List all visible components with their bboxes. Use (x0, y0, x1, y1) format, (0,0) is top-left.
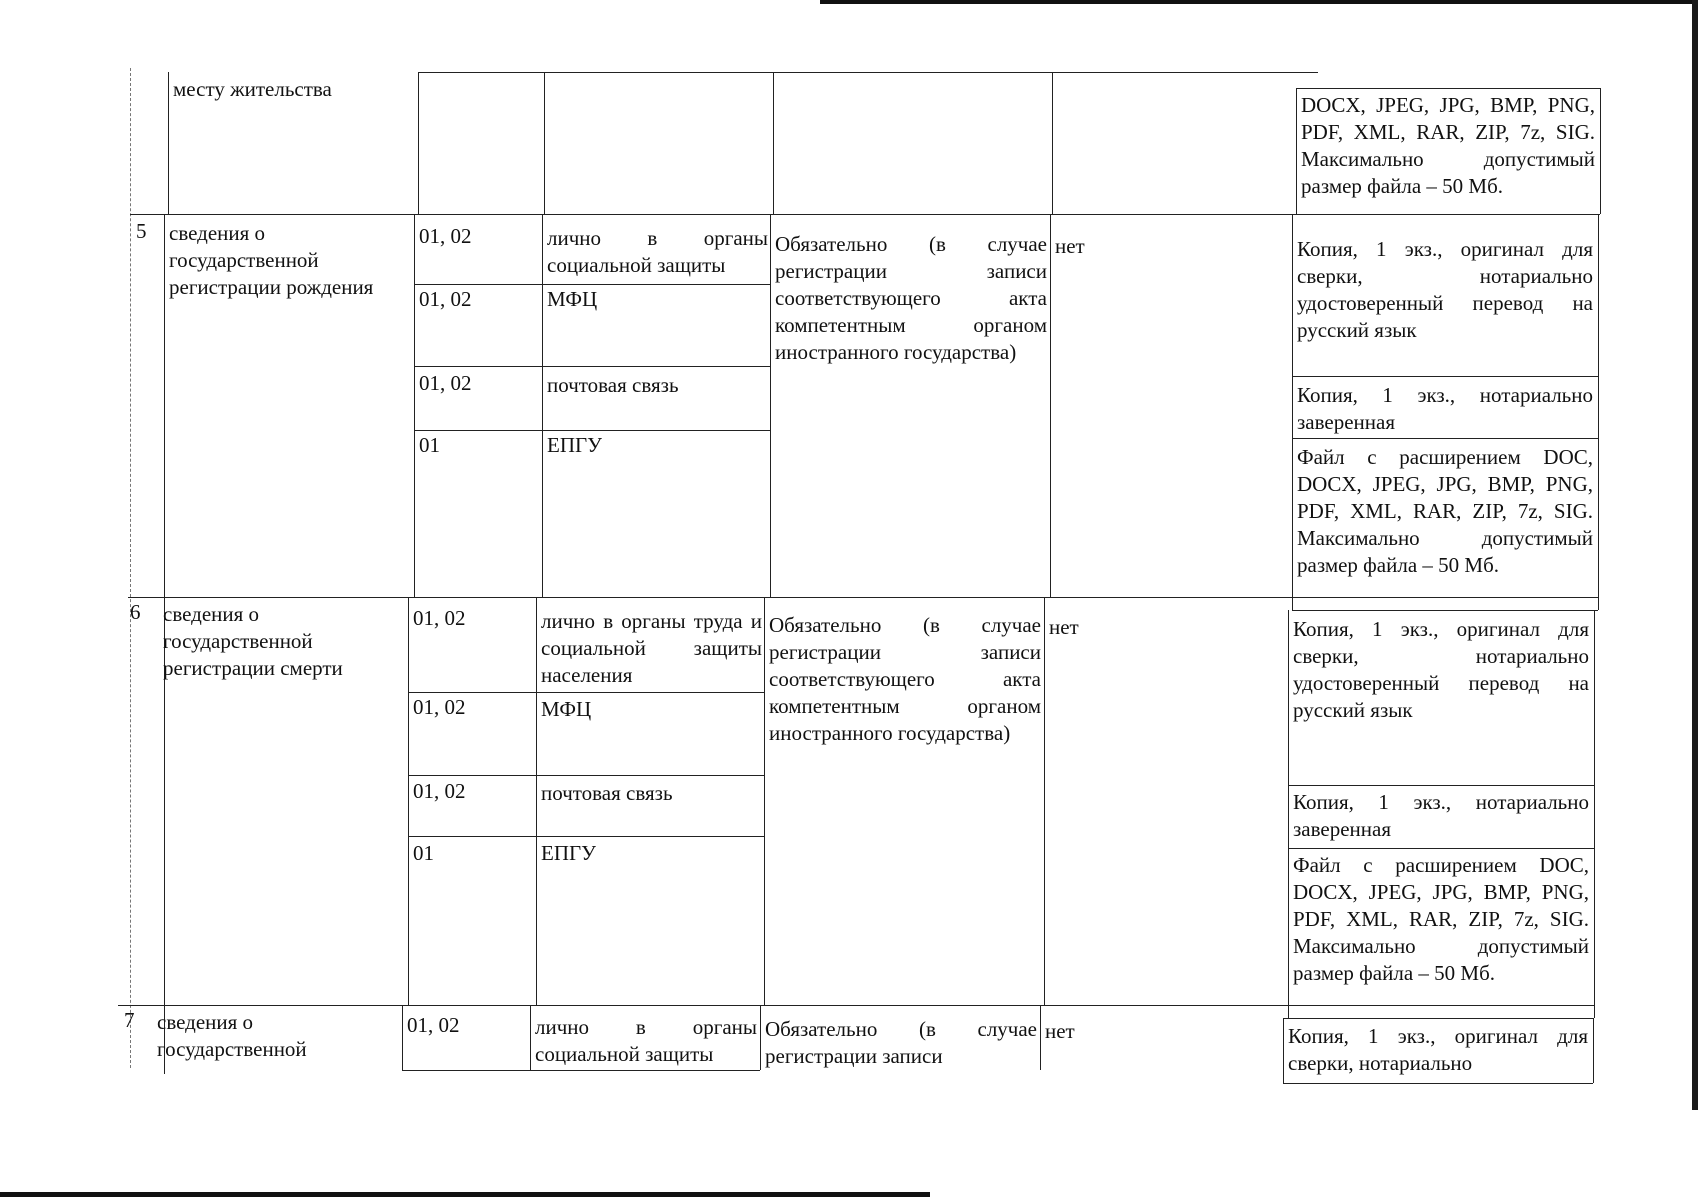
grid-line (1296, 88, 1297, 214)
grid-line (1296, 88, 1600, 89)
grid-line (414, 284, 770, 285)
grid-line (118, 1005, 1594, 1006)
grid-line (1044, 597, 1045, 1005)
grid-line (1594, 610, 1595, 1018)
grid-line (408, 597, 409, 1005)
grid-line (414, 366, 770, 367)
grid-line (1600, 88, 1601, 214)
grid-line (770, 214, 771, 597)
document-name-line: сведения о (169, 221, 266, 245)
copy-requirement-note: Копия, 1 экз., нотариально заверенная (1297, 383, 1593, 434)
document-name-cell (173, 76, 413, 103)
channel-codes: 01 (413, 841, 434, 865)
submission-method: ЕПГУ (547, 433, 603, 457)
channel-codes: 01, 02 (407, 1013, 460, 1037)
channel-codes: 01, 02 (413, 695, 466, 719)
document-name-cell (163, 601, 407, 682)
grid-line (408, 836, 764, 837)
document-name-line: государственной (169, 248, 319, 272)
grid-line (130, 214, 1600, 215)
requirement-condition: Обязательно (в случае регистрации записи соответствующего акта компетентным органом иностранного государства) (769, 613, 1041, 745)
grid-line (1598, 214, 1599, 610)
submission-method: МФЦ (547, 287, 598, 311)
grid-line (408, 775, 764, 776)
copy-requirement-note: Копия, 1 экз., оригинал для сверки, нотариально (1288, 1024, 1588, 1075)
grid-line (128, 597, 1598, 598)
grid-line (760, 1005, 761, 1070)
grid-line (1040, 1005, 1041, 1070)
format-note-cell: Файл с расширением DOC, DOCX, JPEG, JPG, BMP, PNG, PDF, XML, RAR, ZIP, 7z, SIG. Максимально допустимый размер файла – 50 Мб. (1293, 853, 1589, 985)
row-number: 5 (136, 219, 147, 243)
grid-line (1283, 1018, 1593, 1019)
row-number: 7 (124, 1008, 135, 1032)
channel-codes: 01, 02 (419, 287, 472, 311)
submission-method: лично в органы социальной защиты (535, 1015, 757, 1066)
grid-line (414, 430, 770, 431)
channel-codes: 01, 02 (419, 224, 472, 248)
grid-line (1283, 1018, 1284, 1083)
scan-edge-left (130, 68, 132, 1068)
format-note-cell: Файл с расширением DOC, DOCX, JPEG, JPG, BMP, PNG, PDF, XML, RAR, ZIP, 7z, SIG. Максимально допустимый размер файла – 50 Мб. (1297, 445, 1593, 577)
document-name-line: сведения о (163, 602, 260, 626)
document-name-line: месту жительства (173, 77, 332, 101)
copy-requirement-note: Копия, 1 экз., оригинал для сверки, нотариально удостоверенный перевод на русский язык (1297, 237, 1593, 342)
submission-method: почтовая связь (541, 781, 673, 805)
grid-line (418, 72, 1318, 73)
grid-line (1292, 214, 1293, 610)
scan-edge-top (820, 0, 1698, 4)
scan-edge-bottom (0, 1192, 930, 1197)
submission-method: лично в органы социальной защиты (547, 226, 768, 277)
copy-requirement-note: Копия, 1 экз., оригинал для сверки, нотариально удостоверенный перевод на русский язык (1293, 617, 1589, 722)
document-name-cell (157, 1009, 401, 1063)
grid-line (1052, 72, 1053, 214)
submission-method: почтовая связь (547, 373, 679, 397)
copy-requirement-note: Копия, 1 экз., нотариально заверенная (1293, 790, 1589, 841)
grid-line (1288, 785, 1594, 786)
grid-line (530, 1005, 531, 1070)
submission-method: МФЦ (541, 697, 592, 721)
document-name-line: государственной (157, 1037, 307, 1061)
requirement-condition: Обязательно (в случае регистрации записи (765, 1017, 1037, 1068)
grid-line (1288, 848, 1594, 849)
grid-line (402, 1070, 760, 1071)
grid-line (408, 692, 764, 693)
requirement-flag: нет (1045, 1019, 1075, 1043)
document-name-line: регистрации рождения (169, 275, 374, 299)
grid-line (1292, 376, 1598, 377)
grid-line (544, 72, 545, 214)
grid-line (414, 214, 415, 597)
row-number: 6 (130, 600, 141, 624)
grid-line (542, 214, 543, 597)
grid-line (168, 72, 169, 214)
grid-line (402, 1005, 403, 1070)
grid-line (1292, 610, 1598, 611)
grid-line (536, 597, 537, 1005)
requirement-flag: нет (1049, 615, 1079, 639)
channel-codes: 01, 02 (419, 371, 472, 395)
submission-method: ЕПГУ (541, 841, 597, 865)
grid-line (764, 597, 765, 1005)
channel-codes: 01, 02 (413, 606, 466, 630)
scan-edge-right (1692, 0, 1698, 1110)
requirement-flag: нет (1055, 234, 1085, 258)
channel-codes: 01 (419, 433, 440, 457)
grid-line (418, 72, 419, 214)
document-name-line: регистрации смерти (163, 656, 343, 680)
grid-line (1593, 1018, 1594, 1083)
channel-codes: 01, 02 (413, 779, 466, 803)
grid-line (1288, 610, 1289, 1018)
format-note-cell: DOCX, JPEG, JPG, BMP, PNG, PDF, XML, RAR, ZIP, 7z, SIG. Максимально допустимый размер файла – 50 Мб. (1301, 93, 1595, 198)
grid-line (1050, 214, 1051, 597)
grid-line (1292, 438, 1598, 439)
document-name-line: государственной (163, 629, 313, 653)
document-name-cell (169, 220, 413, 301)
document-name-line: сведения о (157, 1010, 254, 1034)
grid-line (1283, 1083, 1593, 1084)
submission-method: лично в органы труда и социальной защиты населения (541, 609, 762, 687)
grid-line (773, 72, 774, 214)
requirement-condition: Обязательно (в случае регистрации записи соответствующего акта компетентным органом иностранного государства) (775, 232, 1047, 364)
